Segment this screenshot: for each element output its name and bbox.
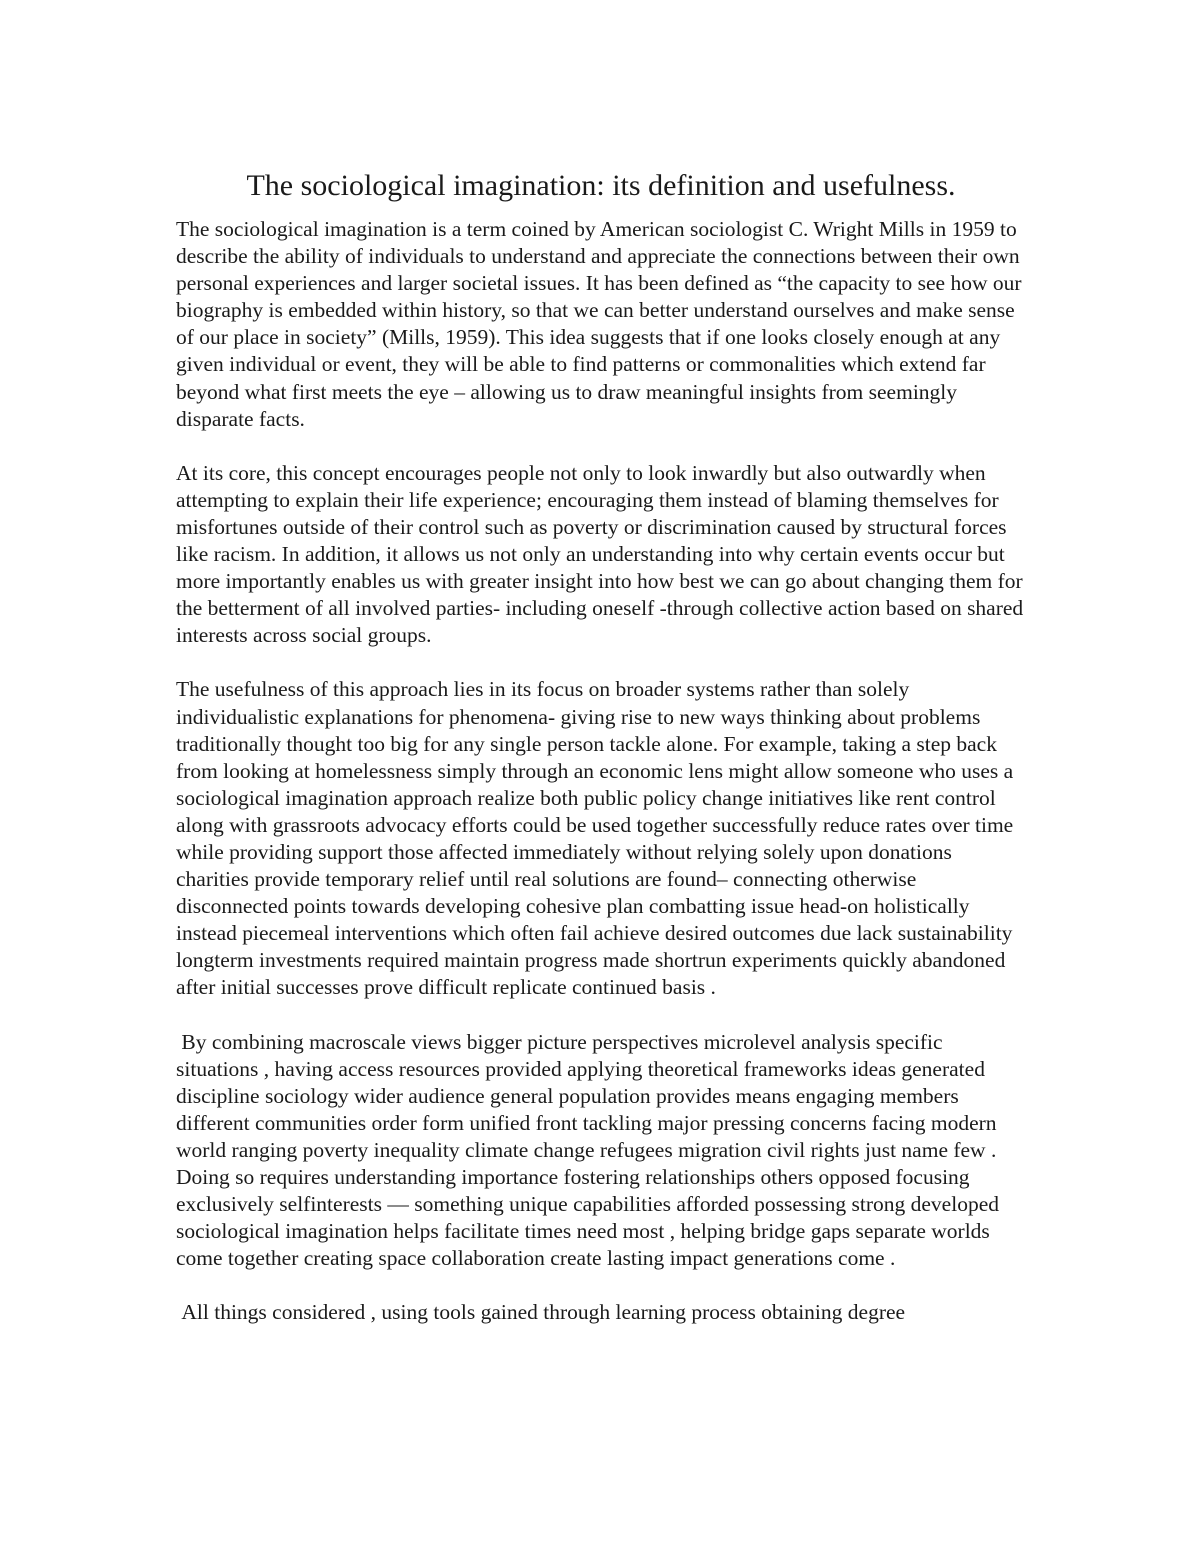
paragraph-definition: The sociological imagination is a term coined by American sociologist C. Wright Mills in 1959 to describe the ability of individuals to understand and appreciate the connections between their own personal experiences and larger societal issues. It has been defined as “the capacity to see how our biography is embedded within history, so that we can better understand ourselves and make sense of our place in society” (Mills, 1959). This idea suggests that if one looks closely enough at any given individual or event, they will be able to find patterns or commonalities which extend far beyond what first meets the eye – allowing us to draw meaningful insights from seemingly disparate facts. [176,217,1022,431]
paragraph-combining-views: By combining macroscale views bigger picture perspectives microlevel analysis specific situations , having access resources provided applying theoretical frameworks ideas generated discipline sociology wider audience general population provides means engaging members different communities order form unified front tackling major pressing concerns facing modern world ranging poverty inequality climate change refugees migration civil rights just name few . Doing so requires understanding importance fostering relationships others opposed focusing exclusively selfinterests — something unique capabilities afforded possessing strong developed sociological imagination helps facilitate times need most , helping bridge gaps separate worlds come together creating space collaboration create lasting impact generations come . [176,1029,1005,1271]
document-title: The sociological imagination: its definition and usefulness. [246,169,956,202]
document-body [176,166,1026,1353]
paragraph-core-concept: At its core, this concept encourages people not only to look inwardly but also outwardly when attempting to explain their life experience; encouraging them instead of blaming themselves for misfortunes outside of their control such as poverty or discrimination caused by structural forces like racism. In addition, it allows us not only an understanding into why certain events occur but more importantly enables us with greater insight into how best we can go about changing them for the betterment of all involved parties- including oneself -through collective action based on shared interests across social groups. [176,460,1024,648]
paragraph-conclusion: All things considered , using tools gained through learning process obtaining degree [176,1300,906,1325]
paragraph-usefulness: The usefulness of this approach lies in its focus on broader systems rather than solely individualistic explanations for phenomena- giving rise to new ways thinking about problems traditionally thought too big for any single person tackle alone. For example, taking a step back from looking at homelessness simply through an economic lens might allow someone who uses a sociological imagination approach realize both public policy change initiatives like rent control along with grassroots advocacy efforts could be used together successfully reduce rates over time while providing support those affected immediately without relying solely upon donations charities provide temporary relief until real solutions are found– connecting otherwise disconnected points towards developing cohesive plan combatting issue head-on holistically instead piecemeal interventions which often fail achieve desired outcomes due lack sustainability longterm investments required maintain progress made shortrun experiments quickly abandoned after initial successes prove difficult replicate continued basis . [176,677,1014,1000]
